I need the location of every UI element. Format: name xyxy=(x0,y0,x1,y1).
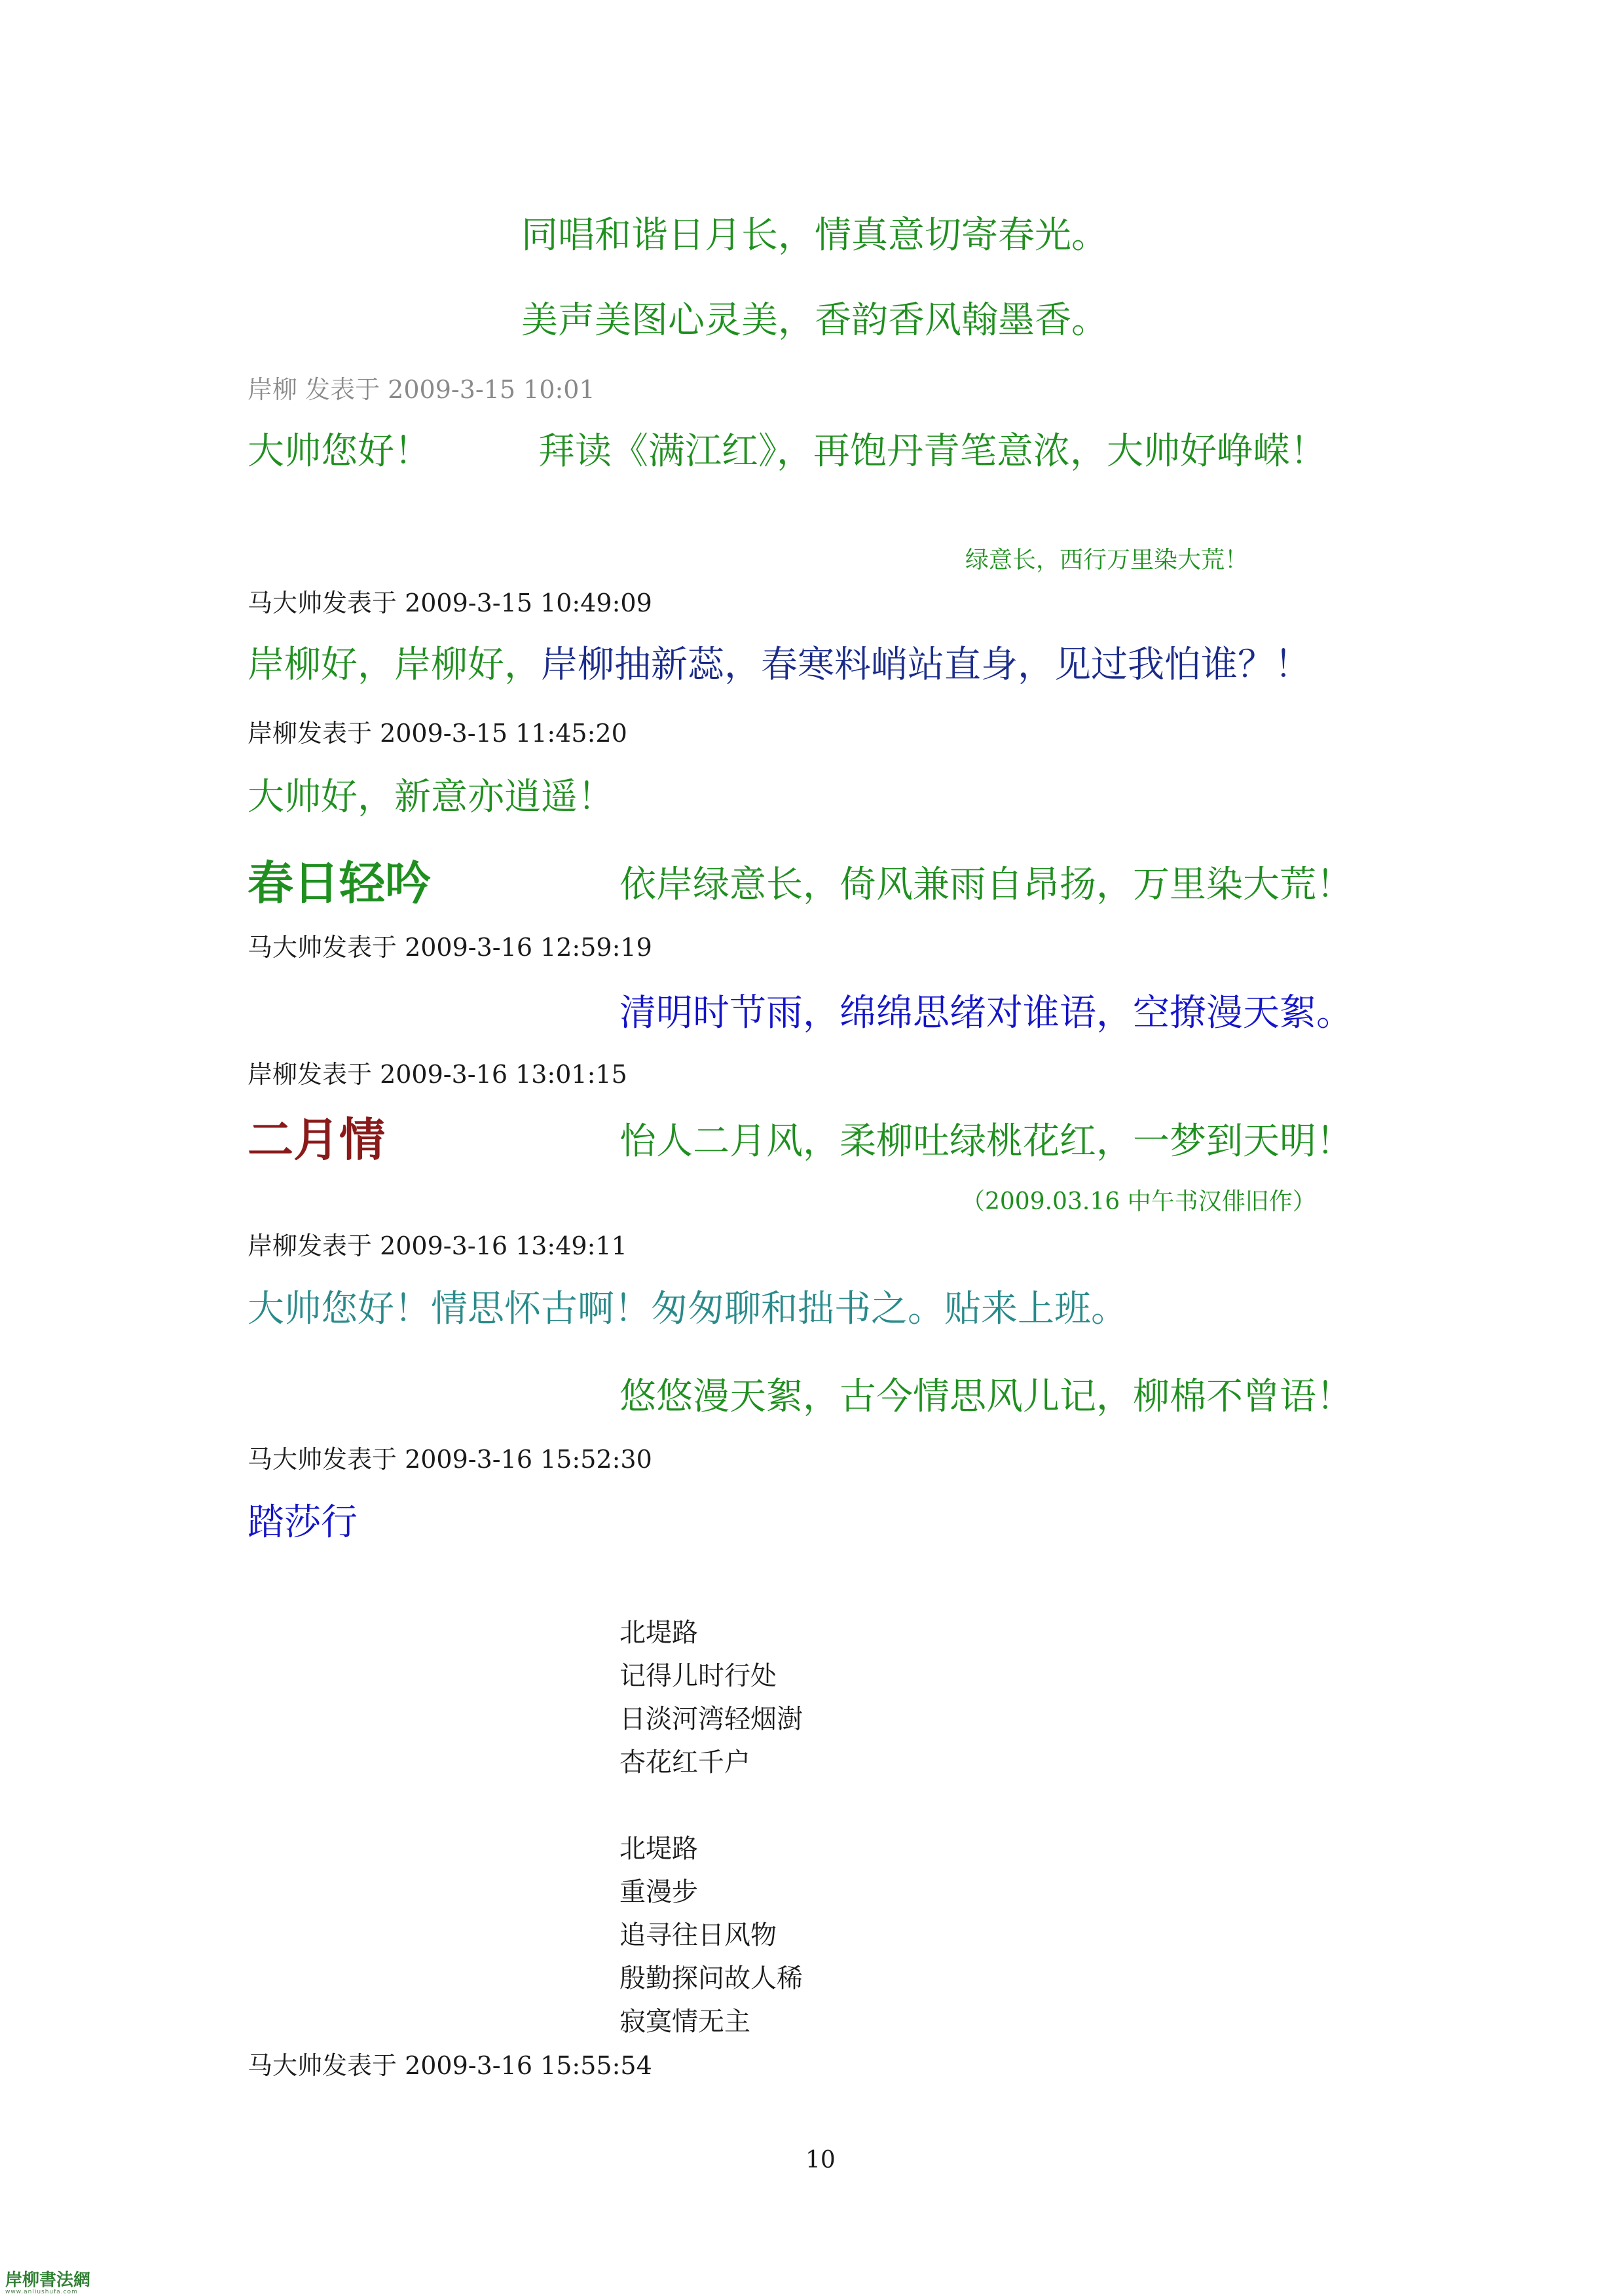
poem-line: 日淡河湾轻烟澍 xyxy=(619,1704,803,1734)
verse-line-5-navy: 岸柳抽新蕊，春寒料峭站直身，见过我怕谁？！ xyxy=(541,644,1311,686)
poem-title-tashaxing: 踏莎行 xyxy=(248,1501,358,1544)
verse-line-8: 清明时节雨，绵绵思绪对谁语，空撩漫天絮。 xyxy=(619,992,1353,1034)
post-meta-5: 岸柳发表于 2009-3-16 13:01:15 xyxy=(248,1060,627,1089)
poem-line: 北堤路 xyxy=(619,1834,698,1864)
verse-line-1: 同唱和谐日月长，情真意切寄春光。 xyxy=(521,214,1108,257)
post-meta-6: 岸柳发表于 2009-3-16 13:49:11 xyxy=(248,1231,627,1260)
verse-line-2: 美声美图心灵美，香韵香风翰墨香。 xyxy=(521,299,1108,342)
poem-line: 追寻往日风物 xyxy=(619,1920,777,1950)
verse-line-9: 怡人二月风，柔柳吐绿桃花红，一梦到天明！ xyxy=(619,1120,1353,1163)
verse-line-5 xyxy=(248,644,1311,686)
verse-line-4: 绿意长，西行万里染大荒！ xyxy=(965,547,1249,574)
post-meta-4: 马大帅发表于 2009-3-16 12:59:19 xyxy=(248,933,652,962)
watermark-url: www.anliushufa.com xyxy=(5,2289,78,2295)
post-meta-1: 岸柳 发表于 2009-3-15 10:01 xyxy=(248,375,595,404)
post-meta-3: 岸柳发表于 2009-3-15 11:45:20 xyxy=(248,719,627,748)
poem-line: 北堤路 xyxy=(619,1618,698,1648)
page-number: 10 xyxy=(805,2147,836,2174)
verse-line-12: 悠悠漫天絮，古今情思风儿记，柳棉不曾语！ xyxy=(619,1376,1353,1418)
verse-note: （2009.03.16 中午书汉俳旧作） xyxy=(961,1188,1316,1215)
greeting-line-1: 大帅您好！ xyxy=(248,430,431,473)
post-meta-2: 马大帅发表于 2009-3-15 10:49:09 xyxy=(248,589,652,617)
post-meta-7: 马大帅发表于 2009-3-16 15:52:30 xyxy=(248,1445,652,1474)
verse-line-7: 依岸绿意长，倚风兼雨自昂扬，万里染大荒！ xyxy=(619,864,1353,906)
verse-line-11: 大帅您好！情思怀古啊！匆匆聊和拙书之。贴来上班。 xyxy=(248,1288,1128,1330)
poem-title-eryue: 二月情 xyxy=(248,1113,385,1167)
site-watermark xyxy=(5,2272,90,2295)
poem-line: 殷勤探问故人稀 xyxy=(619,1963,803,1994)
poem-line: 重漫步 xyxy=(619,1877,698,1907)
watermark-text: 岸柳書法網 xyxy=(5,2270,91,2290)
verse-line-5-green: 岸柳好，岸柳好， xyxy=(248,644,541,686)
verse-line-6: 大帅好，新意亦逍遥！ xyxy=(248,776,614,818)
poem-line: 杏花红千户 xyxy=(619,1747,750,1777)
post-meta-8: 马大帅发表于 2009-3-16 15:55:54 xyxy=(248,2051,652,2080)
poem-title-chunri: 春日轻吟 xyxy=(248,856,431,910)
poem-line: 寂寞情无主 xyxy=(619,2007,750,2037)
verse-line-3: 拜读《满江红》，再饱丹青笔意浓，大帅好峥嵘！ xyxy=(538,430,1327,473)
poem-line: 记得儿时行处 xyxy=(619,1661,777,1691)
